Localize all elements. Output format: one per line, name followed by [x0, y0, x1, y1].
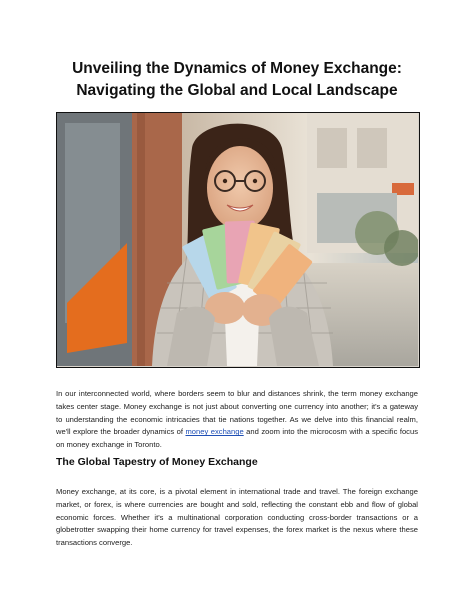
page-title: Unveiling the Dynamics of Money Exchange: Navigating the Global and Local Landscape: [72, 60, 402, 99]
section-heading: The Global Tapestry of Money Exchange: [56, 456, 258, 468]
intro-text-after-link: and zoom into the microcosm with a specific focus on money exchange in Toronto.: [56, 427, 418, 450]
woman-holding-banknotes-illustration: [57, 113, 418, 366]
money-exchange-link[interactable]: money exchange: [185, 427, 244, 437]
hero-photo: [56, 112, 420, 368]
section-paragraph: Money exchange, at its core, is a pivotal element in international trade and travel. The foreign exchange market, or forex, is where currencies are bought and sold, reflecting the constant ebb and flow of global economic forces. Whether it's a multinational corporation conducting cross-border transactions or a globetrotter swapping their home currency for travel expenses, the forex market is the nexus where these transactions converge.: [56, 487, 418, 548]
intro-paragraph: [56, 388, 418, 452]
intro-text-before-link: In our interconnected world, where borders seem to blur and distances shrink, the term money exchange takes center stage. Money exchange is not just about converting one currency into another; it's a gateway to understanding the economic intricacies that tie nations together. As we delve into this financial realm, we'll explore the broader dynamics of: [56, 389, 418, 437]
